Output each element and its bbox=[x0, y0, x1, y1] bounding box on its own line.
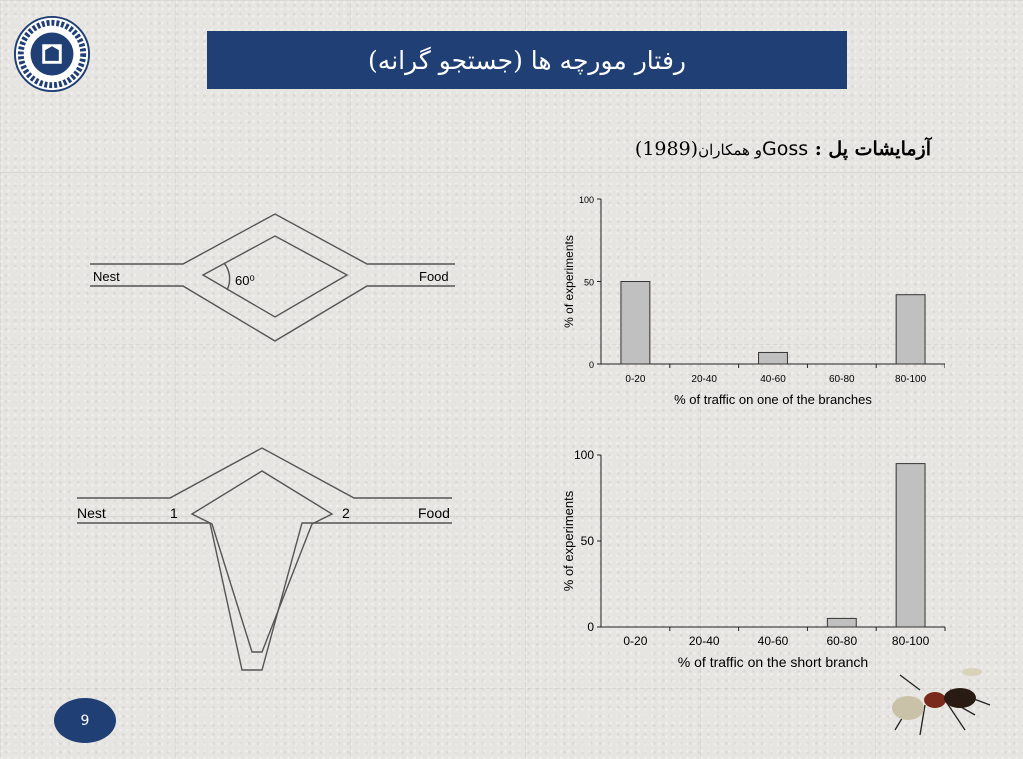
diagram2-right-label: Food bbox=[418, 505, 450, 521]
diagram2-left-label: Nest bbox=[77, 505, 106, 521]
y-tick-label: 50 bbox=[583, 277, 594, 288]
x-tick-label: 80-100 bbox=[895, 374, 927, 385]
y-tick-label: 0 bbox=[588, 360, 594, 370]
chart-short-branch-traffic bbox=[545, 445, 955, 685]
subtitle-prefix: آزمایشات پل : bbox=[808, 138, 931, 160]
subtitle-suffix: و همکاران bbox=[698, 141, 762, 159]
subtitle-year: (1989) bbox=[634, 138, 699, 160]
page-number-badge bbox=[54, 698, 116, 743]
x-axis-label: % of traffic on the short branch bbox=[677, 654, 869, 670]
x-tick-label: 20-40 bbox=[691, 374, 717, 385]
diagram2-node1: 1 bbox=[170, 505, 178, 521]
x-tick-label: 60-80 bbox=[829, 374, 855, 385]
x-tick-label: 40-60 bbox=[760, 374, 786, 385]
diagram1-right-label: Food bbox=[419, 269, 449, 284]
subtitle-name: Goss bbox=[761, 138, 809, 160]
y-tick-label: 100 bbox=[573, 448, 594, 462]
diagram1-left-label: Nest bbox=[93, 269, 120, 284]
y-tick-label: 100 bbox=[578, 195, 594, 205]
slide-title-text: رفتار مورچه ها (جستجو گرانه) bbox=[368, 45, 686, 75]
x-tick-label: 0-20 bbox=[623, 634, 648, 648]
bridge-diagram-unequal bbox=[72, 440, 462, 680]
diagram1-angle-label: 60⁰ bbox=[235, 273, 255, 288]
diagram2-node2: 2 bbox=[342, 505, 350, 521]
bar-60-80 bbox=[827, 618, 856, 627]
bar-40-60 bbox=[759, 352, 788, 364]
x-tick-label: 80-100 bbox=[891, 634, 930, 648]
x-tick-label: 60-80 bbox=[826, 634, 858, 648]
slide-subtitle bbox=[635, 138, 931, 160]
bar-80-100 bbox=[896, 464, 925, 627]
chart-branch-traffic bbox=[555, 190, 945, 415]
slide-title bbox=[207, 31, 847, 89]
university-logo bbox=[13, 15, 91, 93]
y-axis-label: % of experiments bbox=[562, 235, 576, 328]
x-tick-label: 0-20 bbox=[625, 374, 646, 385]
bridge-diagram-equal bbox=[85, 205, 465, 350]
bar-0-20 bbox=[621, 282, 650, 365]
y-tick-label: 0 bbox=[587, 620, 594, 634]
x-tick-label: 20-40 bbox=[688, 634, 720, 648]
page-number: 9 bbox=[80, 712, 90, 729]
ant-illustration bbox=[880, 660, 1015, 745]
y-axis-label: % of experiments bbox=[561, 490, 576, 592]
x-axis-label: % of traffic on one of the branches bbox=[674, 392, 872, 407]
x-tick-label: 40-60 bbox=[757, 634, 789, 648]
y-tick-label: 50 bbox=[580, 534, 594, 548]
bar-80-100 bbox=[896, 295, 925, 364]
